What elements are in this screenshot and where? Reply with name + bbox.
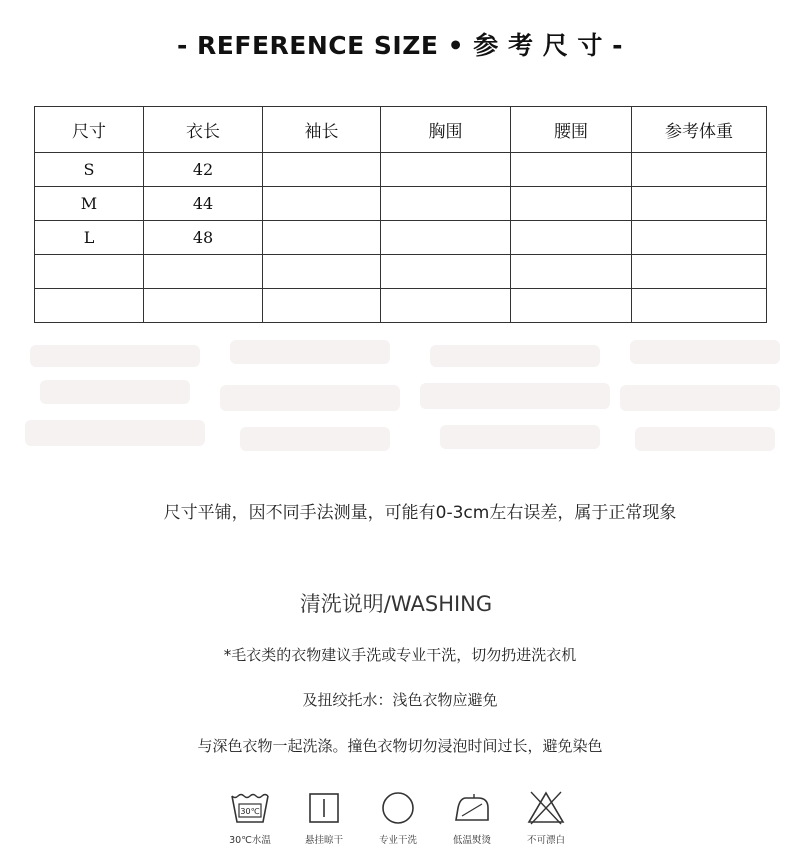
table-cell: [35, 289, 144, 323]
table-row: [35, 187, 767, 221]
table-cell: L: [35, 221, 144, 255]
watermark-graphic: [10, 325, 790, 485]
header-sleeve: 袖长: [263, 107, 381, 153]
care-item-bleach: [506, 790, 586, 846]
table-row: [35, 221, 767, 255]
table-row: [35, 289, 767, 323]
care-item-iron: [432, 790, 512, 846]
table-cell: [381, 255, 511, 289]
table-cell: 42: [144, 153, 263, 187]
header-length: 衣长: [144, 107, 263, 153]
care-item-hang: [284, 790, 364, 846]
no-bleach-icon: [526, 790, 566, 826]
washing-title: 清洗说明/WASHING: [299, 592, 493, 616]
washing-line-2: 及扭绞托水：浅色衣物应避免: [302, 691, 498, 709]
table-cell: [511, 289, 632, 323]
table-cell: [511, 187, 632, 221]
table-cell: 44: [144, 187, 263, 221]
care-label-bleach: 不可漂白: [526, 835, 565, 846]
low-iron-icon: [452, 790, 492, 826]
size-table-header-row: [35, 107, 767, 153]
table-cell: [381, 221, 511, 255]
page-title: - REFERENCE SIZE • 参 考 尺 寸 -: [176, 31, 624, 60]
table-cell: [381, 187, 511, 221]
table-cell: S: [35, 153, 144, 187]
table-cell: [511, 153, 632, 187]
table-cell: [632, 153, 767, 187]
care-label-dryclean: 专业干洗: [378, 835, 417, 846]
table-cell: [263, 255, 381, 289]
wash-30-icon: [229, 790, 271, 826]
size-table: [34, 106, 767, 323]
measurement-note: 尺寸平铺，因不同手法测量，可能有0-3cm左右误差，属于正常现象: [163, 503, 677, 523]
care-label-wash: 30℃水温: [229, 835, 271, 846]
header-weight: 参考体重: [632, 107, 767, 153]
table-cell: [144, 289, 263, 323]
table-cell: [35, 255, 144, 289]
table-cell: [381, 153, 511, 187]
washing-line-1: *毛衣类的衣物建议手洗或专业干洗，切勿扔进洗衣机: [223, 646, 577, 664]
care-item-wash: [210, 790, 290, 846]
washing-line-3: 与深色衣物一起洗涤。撞色衣物切勿浸泡时间过长，避免染色: [197, 737, 603, 755]
header-waist: 腰围: [511, 107, 632, 153]
wash-temp-label: 30℃: [240, 807, 260, 816]
table-cell: [511, 221, 632, 255]
table-cell: [632, 221, 767, 255]
table-cell: [263, 153, 381, 187]
header-chest: 胸围: [381, 107, 511, 153]
table-cell: 48: [144, 221, 263, 255]
table-cell: [263, 221, 381, 255]
table-cell: [144, 255, 263, 289]
care-label-iron: 低温熨烫: [452, 835, 491, 846]
table-cell: [511, 255, 632, 289]
table-row: [35, 153, 767, 187]
table-row: [35, 255, 767, 289]
table-cell: M: [35, 187, 144, 221]
dry-clean-icon: [380, 790, 416, 826]
table-cell: [263, 289, 381, 323]
table-cell: [381, 289, 511, 323]
hang-dry-icon: [306, 790, 342, 826]
table-cell: [632, 255, 767, 289]
table-cell: [632, 289, 767, 323]
header-size: 尺寸: [35, 107, 144, 153]
table-cell: [263, 187, 381, 221]
care-label-hang: 悬挂晾干: [304, 835, 343, 846]
table-cell: [632, 187, 767, 221]
care-item-dryclean: [358, 790, 438, 846]
